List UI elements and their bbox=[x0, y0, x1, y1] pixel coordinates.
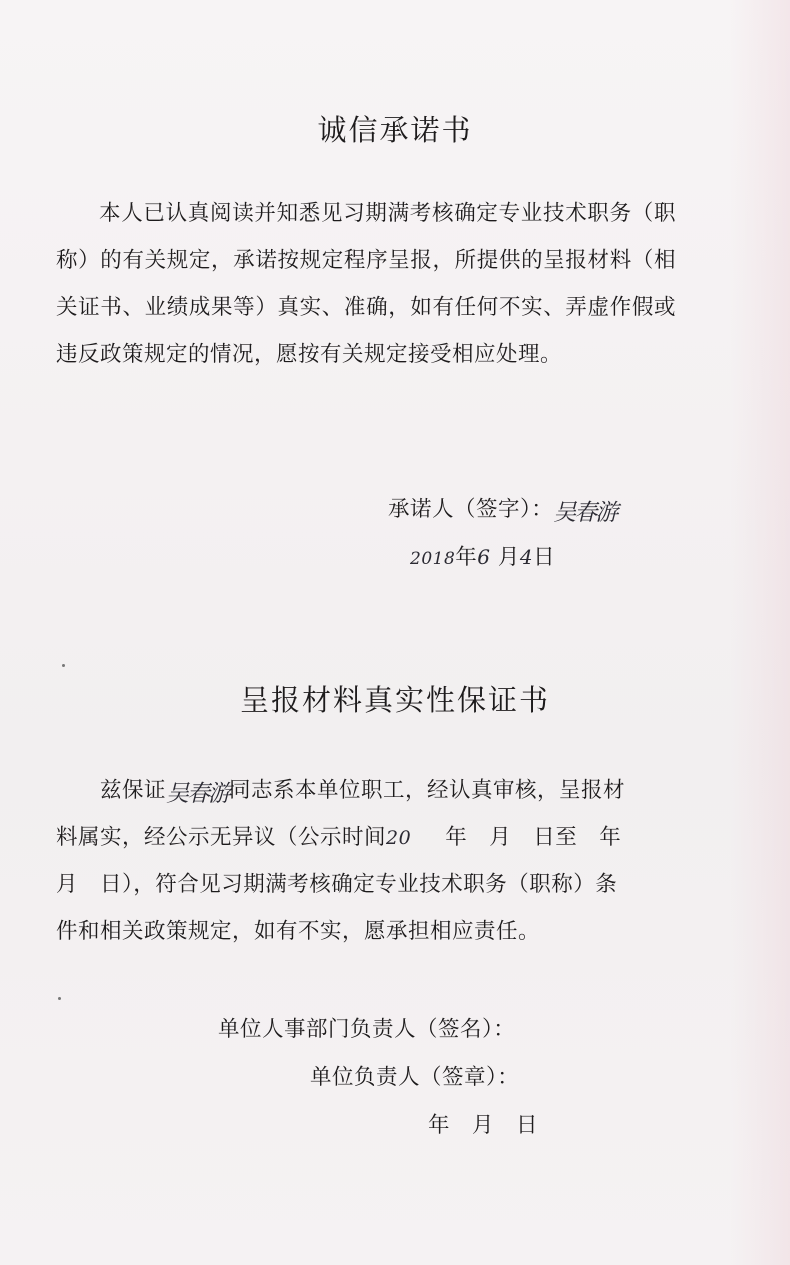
guarantee-line1-prefix: 兹保证 bbox=[100, 778, 167, 803]
date-day-char: 日 bbox=[533, 545, 556, 570]
guarantee-employee-name: 吴春游 bbox=[166, 780, 230, 807]
guarantee-title: 呈报材料真实性保证书 bbox=[239, 683, 550, 717]
scan-speck bbox=[58, 997, 61, 1000]
date-month-char: 月 bbox=[497, 545, 520, 570]
pledge-signer-row bbox=[388, 492, 616, 527]
signer-label: 承诺人（签字）： bbox=[388, 497, 554, 522]
guarantee-line2-suffix: 年 月 日至 年 bbox=[445, 825, 622, 850]
scan-speck bbox=[62, 664, 65, 667]
signer-signature: 吴春游 bbox=[553, 499, 617, 526]
guarantee-line-1 bbox=[100, 773, 625, 808]
hr-head-signature-label: 单位人事部门负责人（签名）： bbox=[218, 1017, 516, 1042]
date-year-char: 年 bbox=[455, 545, 478, 570]
unit-head-seal-label: 单位负责人（签章）： bbox=[310, 1065, 520, 1090]
guarantee-line2-prefix: 料属实，经公示无异议（公示时间 bbox=[56, 825, 387, 850]
guarantee-date-blank: 年 月 日 bbox=[428, 1113, 539, 1138]
date-year-handwritten: 2018 bbox=[410, 549, 456, 569]
publicity-year-handwritten: 20 bbox=[386, 827, 412, 849]
guarantee-line-2 bbox=[56, 820, 621, 851]
guarantee-line-3: 月 日），符合见习期满考核确定专业技术职务（职称）条 bbox=[56, 872, 618, 897]
pledge-date bbox=[410, 540, 555, 571]
guarantee-line-4: 件和相关政策规定，如有不实，愿承担相应责任。 bbox=[56, 919, 541, 944]
date-month-handwritten: 6 bbox=[477, 545, 491, 569]
pledge-body: 本人已认真阅读并知悉见习期满考核确定专业技术职务（职称）的有关规定，承诺按规定程序呈报，所提供的呈报材料（相关证书、业绩成果等）真实、准确，如有任何不实、弄虚作假或违反政策规定的情况，愿按有关规定接受相应处理。 bbox=[56, 201, 676, 367]
guarantee-line1-suffix: 同志系本单位职工，经认真审核，呈报材 bbox=[229, 778, 626, 803]
date-day-handwritten: 4 bbox=[519, 545, 534, 569]
pledge-title: 诚信承诺书 bbox=[317, 113, 473, 147]
